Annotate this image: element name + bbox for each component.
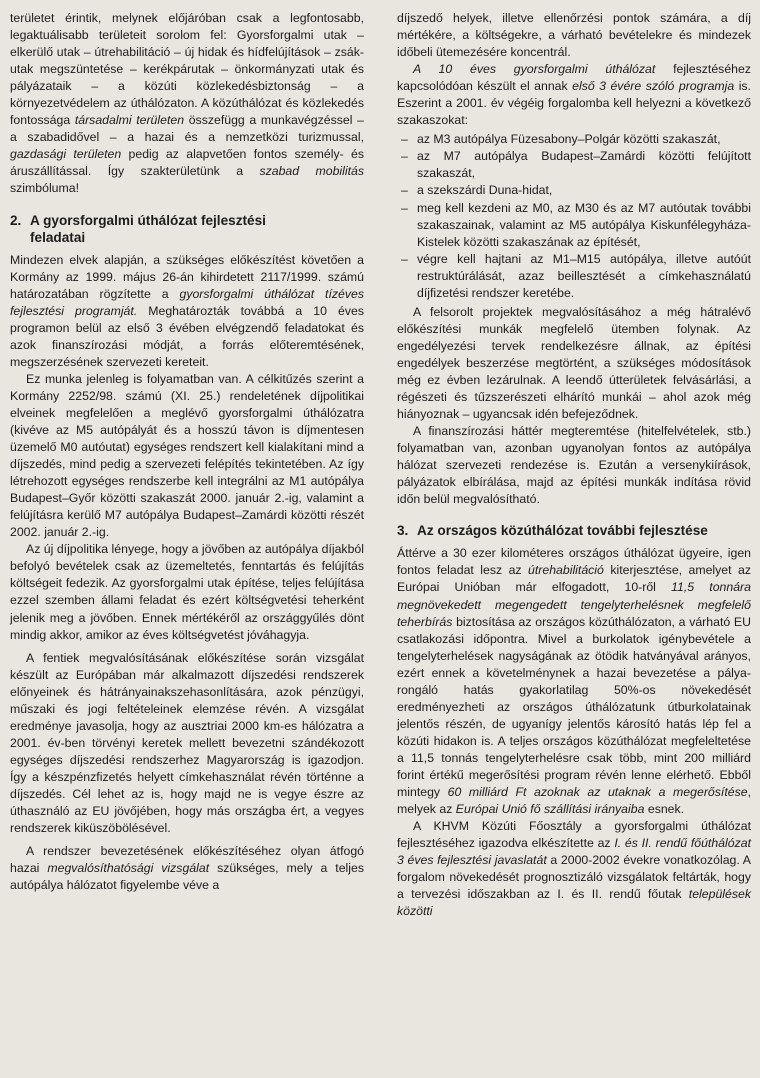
- paragraph: díjszedő helyek, illetve ellenőrzési pontok számára, a díj mértékére, a költségekre, a várható bevételekre és mindezek időbeli ütemezésére koncentrál.: [397, 11, 751, 60]
- paragraph: Ez munka jelenleg is folyamatban van. A célkitűzés szerint a Kormány 2252/98. számú (XI. 25.) rendeletének díjpolitikai elveinek megfelelően a meglévő gyorsforgalmi úthálózatra (kivéve az M5 autópályát és a hosszú távon is díjmentesen üzemelő M0 autóutat) egységes rendszert kell kialakítani mind a díjszedés, mind pedig a szervezeti felépítés tekintetében. Az így létrehozott egységes rendszerbe kell integrálni az M1 autópálya Budapest–Győr közötti szakaszát 2000. január 2.-ig, valamint a felújításra kerülő M7 autópálya Budapest–Zamárdi közötti részét 2002. január 2.-ig.: [10, 371, 364, 540]
- section-list: [397, 131, 751, 301]
- section-heading-3: 3. Az országos közúthálózat további fejlesztése: [397, 523, 708, 539]
- section-heading-2: 2. A gyorsforgalmi úthálózat fejlesztési feladatai: [10, 212, 266, 245]
- section-number: 3.: [397, 523, 409, 539]
- list-item: – végre kell hajtani az M1–M15 autópálya, illetve autóút restruktúrálását, azaz beillesztését a címkehasználatú díjfizetési rendszer keretébe.: [401, 251, 751, 300]
- section-number: 2.: [10, 212, 22, 228]
- list-item: – meg kell kezdeni az M0, az M30 és az M7 autóutak további szakaszainak, valamint az M5 autópálya Kiskunfélegyháza-Kistelek közötti szakaszának az építését,: [401, 200, 751, 249]
- list-item: – a szekszárdi Duna-hidat,: [401, 183, 553, 198]
- paragraph: Mindezen elvek alapján, a szükséges előkészítést követően a Kormány az 1999. május 26-án kihirdetett 2117/1999. számú határozatában rögzítette a gyorsforgalmi úthálózat tízéves fejlesztési programját. Meghatározták továbbá a 10 éves programon belül az első 3 évében elvégzendő feladatokat és azok finanszírozási módját, a forrás előteremtésének, megszerzésének szervezeti kereteit.: [10, 252, 364, 369]
- paragraph: A finanszírozási háttér megteremtése (hitelfelvételek, stb.) folyamatban van, azonban ugyanolyan fontos az autópálya hálózat szervezeti rendezése is. Ezután a versenykiírások, pályázatok elbírálása, majd az építési munkák indítása rövid időn belül megvalósítható.: [397, 424, 751, 507]
- paragraph: A KHVM Közúti Főosztály a gyorsforgalmi úthálózat fejlesztéséhez igazodva elkészítette az I. és II. rendű főúthálózat 3 éves fejlesztési javaslatát a 2000-2002 évekre vonatkozólag. A forgalom növekedését prognosztizáló vizsgálatok feltárták, hogy a tervezési időszakban az I. és II. rendű főutak települések közötti: [397, 819, 751, 919]
- paragraph: Az új díjpolitika lényege, hogy a jövőben az autópálya díjakból befolyó bevételek csak az üzemeltetés, fenntartás és felújítás költségeit fedezik. Az gyorsforgalmi utak építése, teljes felújítása ezzel szemben állami feladat és ezért költségvetési teherként jelenik meg a jövőben. Ennek mértékéről az országgyűlés dönt mindig akkor, amikor az éves költségvetést jóváhagyja.: [10, 542, 364, 642]
- paragraph: A fentiek megvalósításának előkészítése során vizsgálat készült az Európában már alkalmazott díjszedési rendszerek előnyeinek és hátrányainakszehasonlítására, azok pénzügyi, műszaki és jogi feltételeinek elemzése révén. A vizsgálat eredménye javasolja, hogy az ausztriai 2000 km-es hálózatra a 2001. év-ben törvényi keretek mellett bevezetni szándékozott egységes díjszedési rendszerhez Magyarország is igazodjon. Így a készpénzfizetés helyett címkehasználat révén történne a díjszedés. Cél lehet az is, hogy majd ne is vegye észre az úthasználó az EU jövőjében, hogy más országba ért, a vegyes rendszerek kiküszöbölésével.: [10, 650, 364, 836]
- paragraph: A 10 éves gyorsforgalmi úthálózat fejlesztéséhez kapcsolódóan készült el annak első 3 évére szóló programja is. Eszerint a 2001. év végéig forgalomba kell helyezni a következő szakaszokat:: [397, 62, 752, 128]
- right-column: [397, 10, 751, 920]
- list-item: – az M7 autópálya Budapest–Zamárdi közötti felújított szakaszát,: [401, 149, 751, 181]
- paragraph: A rendszer bevezetésének előkészítéséhez olyan átfogó hazai megvalósíthatósági vizsgálat szükséges, mely a teljes autópálya hálózatot figyelembe véve a: [10, 844, 364, 893]
- paragraph: A felsorolt projektek megvalósításához a még hátralévő előkészítési munkák megfelelő ütemben folynak. Az engedélyezési tervek rendelkezésre állnak, az építési engedélyek beszerzése megtörtént, a szükséges módosítások még ez évben lezárulnak. A leendő útterületek felvásárlási, a régészeti és tűzszerészeti elhárító munkái – ahol azok még hiányoznak – ugyancsak idén befejeződnek.: [397, 304, 751, 422]
- paragraph: Áttérve a 30 ezer kilométeres országos úthálózat ügyeire, igen fontos feladat lesz az útrehabilitáció kiterjesztése, amelyet az Európai Unióban már elfogadott, 10-ről 11,5 tonnára megnövekedett megengedett tengelyterhelésnek megfelelő teherbírás biztosítása az országos közúthálózaton, a várható EU csatlakozási időpontra. Mivel a burkolatok igénybevétele a tengelyterhelések nagyságának az ötödik hatványával arányos, ezért ennek a követelménynek a hazai bevezetése a pálya-rongáló hatás gyakorlatilag 50%-os növekedését eredményezheti az országos úthálózatunk útburkolatainak jelentős részén, de ugyanígy jelentős károsító hatás lép fel a közúti hidakon is. A teljes országos közúthálózat megfeleltetése a 11,5 tonnás tengelyterhelésre csak több, mint 200 milliárd forint értékű megerősítési program révén lenne elérhető. Ebből mintegy 60 milliárd Ft azoknak az utaknak a megerősítése, melyek az Európai Unió fő szállítási irányaiba esnek.: [397, 546, 751, 817]
- list-item: – az M3 autópálya Füzesabony–Polgár közötti szakaszát,: [401, 132, 721, 147]
- paragraph-intro: területet érintik, melynek előjáróban csak a legfontosabb, legaktuálisabb területeit sorolom fel: Gyorsforgalmi utak – elkerülő utak – útrehabilitáció – új hidak és hídfelújítások – zsák-utak megszüntetése – kerékpárutak – önkormányzati utak és pályázataik – a közúti közlekedésbiztonság – a környezetvédelem az úthálózaton. A közúthálózat és közlekedés fontossága társadalmi területen összefügg a munkavégzéssel – a szabadidővel – a hazai és a nemzetközi turizmussal, gazdasági területen pedig az alapvetően fontos személy- és áruszállítással. Így szakterületünk a szabad mobilitás szimbóluma!: [10, 11, 365, 196]
- left-column: [10, 10, 364, 894]
